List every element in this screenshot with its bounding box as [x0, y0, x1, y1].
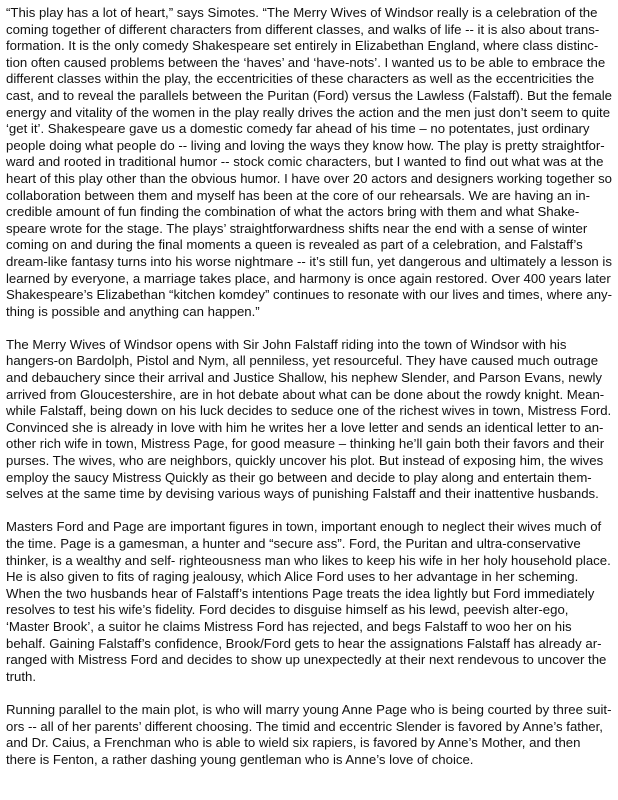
text-line: thinker, is a wealthy and self- righteousness man who likes to keep his wife in her holy household place.	[6, 552, 611, 568]
paragraph-2	[6, 337, 612, 503]
text-line: Shakespeare’s Elizabethan “kitchen komdey” continues to resonate with our lives and times, where any-	[6, 287, 612, 303]
text-line: “This play has a lot of heart,” says Simotes. “The Merry Wives of Windsor really is a celebration of the	[6, 5, 598, 20]
text-line: Masters Ford and Page are important figures in town, important enough to neglect their wives much of	[6, 519, 602, 535]
text-line: ‘Master Brook’, a suitor he claims Mistress Ford has rejected, and begs Falstaff to woo her on his	[6, 618, 572, 634]
text-line: energy and vitality of the women in the play really drives the action and the men just don’t seem to quite	[6, 104, 611, 120]
text-line: other rich wife in town, Mistress Page, for good measure – thinking he’ll gain both their favors and their	[6, 436, 605, 452]
text-line: purses. The wives, who are neighbors, quickly uncover his plot. But instead of exposing him, the wives	[6, 453, 604, 469]
text-line: learned by everyone, a marriage takes place, and harmony is once again restored. Over 400 years later	[6, 270, 611, 286]
text-line: arrived from Gloucestershire, are in hot debate about what can be done about the rowdy knight. Mean-	[6, 386, 605, 402]
text-line: tion often caused problems between the ‘haves’ and ‘have-nots’. I wanted us to be able to embrace the	[6, 54, 606, 70]
text-line: When the two husbands hear of Falstaff’s intentions Page treats the idea lightly but Ford immediately	[6, 585, 595, 601]
text-line: different classes within the play, the eccentricities of these characters as well as the eccentricities the	[6, 71, 595, 87]
text-line: hangers-on Bardolph, Pistol and Nym, all penniless, yet resourceful. They have caused much outrage	[6, 353, 599, 369]
text-line: ward and rooted in traditional humor -- stock comic characters, but I wanted to find out what was at the	[6, 154, 604, 170]
text-line: people doing what people do -- living and loving the ways they know how. The play is pretty straightfor-	[6, 137, 605, 153]
text-line: ranged with Mistress Ford and decides to show up unexpectedly at their next rendevous to uncover the	[6, 652, 607, 668]
text-line: the time. Page is a gamesman, a hunter and “secure ass”. Ford, the Puritan and ultra-conservative	[6, 536, 581, 551]
text-line: there is Fenton, a rather dashing young gentleman who is Anne’s love of choice.	[6, 751, 474, 767]
text-line: resolves to test his wife’s fidelity. Ford decides to disguise himself as his lewd, peevish alter-ego,	[6, 602, 569, 618]
text-line: coming together of different characters from different classes, and walks of life -- it is also about trans-	[6, 21, 600, 37]
text-line: Running parallel to the main plot, is who will marry young Anne Page who is being courted by three suit-	[6, 701, 612, 717]
text-line: while Falstaff, being down on his luck decides to seduce one of the richest wives in town, Mistress Ford.	[6, 403, 612, 419]
text-line: speare wrote for the stage. The plays’ straightforwardness shifts near the end with a sense of winter	[6, 220, 588, 236]
text-line: and debauchery since their arrival and Justice Shallow, his nephew Slender, and Parson Evans, newly	[6, 370, 602, 386]
text-line: coming on and during the final moments a queen is revealed as part of a celebration, and Falstaff’s	[6, 237, 583, 253]
text-line: cast, and to reveal the parallels between the Puritan (Ford) versus the Lawless (Falstaff). But the female	[6, 87, 612, 103]
text-line: credible amount of fun finding the combination of what the actors bring with them and what Shake-	[6, 204, 580, 220]
document-body	[6, 5, 612, 785]
text-line: ‘get it’. Shakespeare gave us a domestic comedy far ahead of his time – no potentates, just ordinary	[6, 121, 590, 137]
text-line: truth.	[6, 668, 37, 684]
paragraph-3	[6, 519, 612, 685]
paragraph-1	[6, 5, 612, 320]
paragraph-4	[6, 702, 612, 768]
text-line: Convinced she is already in love with him he writes her a love letter and sends an identical letter to an-	[6, 419, 604, 435]
text-line: The Merry Wives of Windsor opens with Sir John Falstaff riding into the town of Windsor with his	[6, 336, 567, 352]
text-line: formation. It is the only comedy Shakespeare set entirely in Elizabethan England, where class distinc-	[6, 38, 599, 54]
text-line: ors -- all of her parents’ different choosing. The timid and eccentric Slender is favored by Anne’s father,	[6, 718, 603, 734]
text-line: dream-like fantasy turns into his worse nightmare -- it’s still fun, yet dangerous and ultimately a lesson is	[6, 253, 612, 269]
text-line: behalf. Gaining Falstaff’s confidence, Brook/Ford gets to hear the assignations Falstaff has already ar-	[6, 635, 602, 651]
text-line: thing is possible and anything can happen.”	[6, 303, 260, 319]
text-line: selves at the same time by devising various ways of punishing Falstaff and their inattentive husbands.	[6, 486, 599, 502]
text-line: collaboration between them and myself has been at the core of our rehearsals. We are having an in-	[6, 187, 591, 203]
text-line: and Dr. Caius, a Frenchman who is able to wield six rapiers, is favored by Anne’s Mother, and then	[6, 735, 581, 751]
text-line: heart of this play other than the obvious humor. I have over 20 actors and designers working together so	[6, 170, 612, 186]
text-line: employ the saucy Mistress Quickly as their go between and decide to play along and entertain them-	[6, 469, 592, 485]
text-line: He is also given to fits of raging jealousy, which Alice Ford uses to her advantage in her scheming.	[6, 569, 579, 585]
